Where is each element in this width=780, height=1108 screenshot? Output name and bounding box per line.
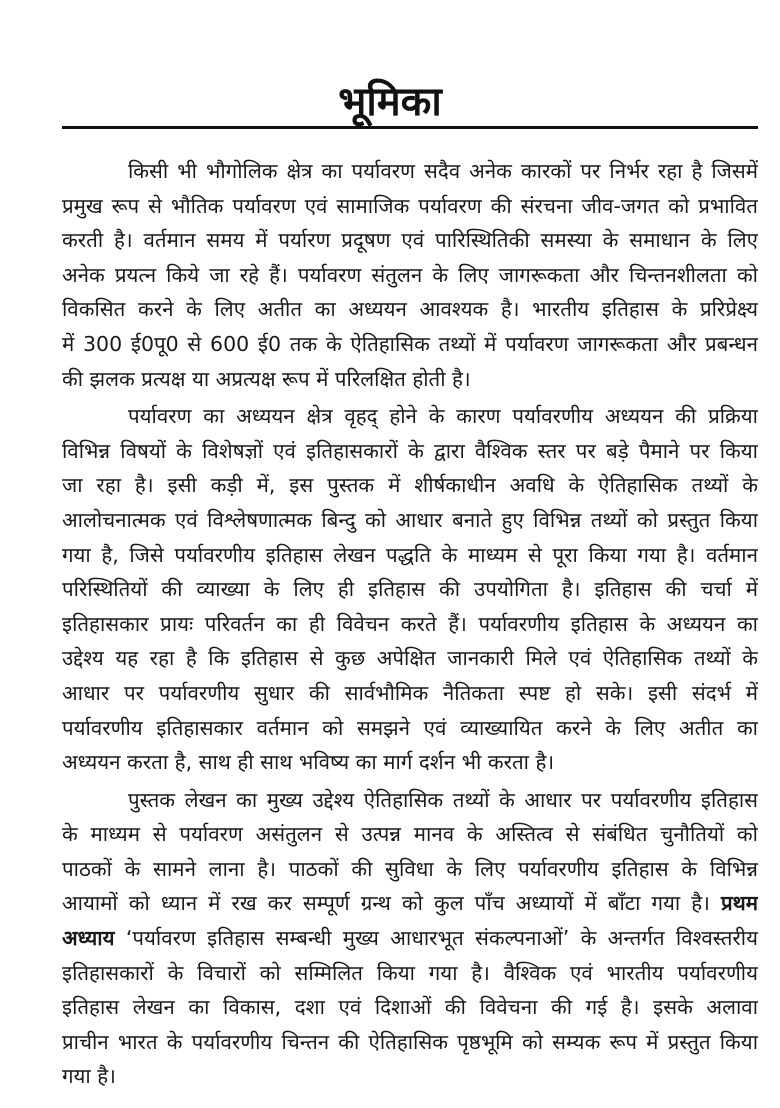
text-line [62, 1025, 758, 1060]
text-line [62, 641, 758, 676]
bold-text: अध्याय [62, 926, 115, 951]
text-line [62, 434, 758, 469]
paragraph [62, 399, 758, 780]
line-text: इतिहास लेखन का विकास, दशा एवं दिशाओं की विवेचना की गई है। इसके अलावा [62, 995, 758, 1020]
text-line [62, 956, 758, 991]
text-line [62, 745, 758, 780]
line-text: पर्यावरण का अध्ययन क्षेत्र वृहद् होने के कारण पर्यावरणीय अध्ययन की प्रक्रिया [128, 404, 758, 429]
text-line [62, 783, 758, 818]
text-line [62, 1059, 758, 1094]
text-line [62, 711, 758, 746]
line-text: गया है। [62, 1064, 116, 1089]
line-text: गया है, जिसे पर्यावरणीय इतिहास लेखन पद्धति के माध्यम से पूरा किया गया है। वर्तमान [62, 542, 758, 567]
line-text: पर्यावरणीय इतिहासकार वर्तमान को समझने एवं व्याख्यायित करने के लिए अतीत का [62, 715, 758, 740]
line-text: अनेक प्रयत्न किये जा रहे हैं। पर्यावरण संतुलन के लिए जागरूकता और चिन्तनशीलता को [62, 262, 758, 287]
bold-text: प्रथम [720, 891, 758, 916]
text-line [62, 607, 758, 642]
line-text: ‘पर्यावरण इतिहास सम्बन्धी मुख्य आधारभूत संकल्पनाओं’ के अन्तर्गत विश्वस्तरीय [114, 926, 758, 951]
text-line [62, 676, 758, 711]
text-line [62, 990, 758, 1025]
text-line [62, 852, 758, 887]
line-text: पाठकों के सामने लाना है। पाठकों की सुविधा के लिए पर्यावरणीय इतिहास के विभिन्न [62, 856, 758, 881]
line-text: किसी भी भौगोलिक क्षेत्र का पर्यावरण सदैव अनेक कारकों पर निर्भर रहा है जिसमें [128, 159, 758, 183]
line-text: जा रहा है। इसी कड़ी में, इस पुस्तक में शीर्षकाधीन अवधि के ऐतिहासिक तथ्यों के [62, 473, 758, 498]
text-line [62, 362, 758, 397]
page-title: भूमिका [338, 79, 442, 125]
line-text: आयामों को ध्यान में रख कर सम्पूर्ण ग्रन्थ को कुल पाँच अध्यायों में बाँटा गया है। [62, 891, 721, 916]
text-line [62, 399, 758, 434]
line-text: इतिहासकार प्रायः परिवर्तन का ही विवेचन करते हैं। पर्यावरणीय इतिहास के अध्ययन का [62, 611, 758, 636]
line-text: आलोचनात्मक एवं विश्लेषणात्मक बिन्दु को आधार बनाते हुए विभिन्न तथ्यों को प्रस्तुत किया [62, 507, 758, 532]
text-line [62, 572, 758, 607]
text-line [62, 538, 758, 573]
line-text: आधार पर पर्यावरणीय सुधार की सार्वभौमिक नैतिकता स्पष्ट हो सके। इसी संदर्भ में [62, 680, 758, 705]
text-line [62, 327, 758, 362]
text-line [62, 817, 758, 852]
text-line [62, 258, 758, 293]
line-text: उद्देश्य यह रहा है कि इतिहास से कुछ अपेक्षित जानकारी मिले एवं ऐतिहासिक तथ्यों के [62, 646, 758, 671]
text-line [62, 292, 758, 327]
line-text: विभिन्न विषयों के विशेषज्ञों एवं इतिहासकारों के द्वारा वैश्विक स्तर पर बड़े पैमाने पर किया [62, 438, 758, 463]
text-line [62, 223, 758, 258]
paragraph [62, 783, 758, 1094]
paragraph [62, 154, 758, 396]
line-text: पुस्तक लेखन का मुख्य उद्देश्य ऐतिहासिक तथ्यों के आधार पर पर्यावरणीय इतिहास [128, 787, 758, 812]
text-line [62, 921, 758, 956]
line-text: प्रमुख रूप से भौतिक पर्यावरण एवं सामाजिक पर्यावरण की संरचना जीव-जगत को प्रभावित [62, 193, 758, 218]
line-text: प्राचीन भारत के पर्यावरणीय चिन्तन की ऐतिहासिक पृष्ठभूमि को सम्यक रूप में प्रस्तुत किया [62, 1029, 758, 1054]
title-underline [62, 126, 758, 129]
document-body [62, 154, 758, 1094]
text-line [62, 468, 758, 503]
line-text: की झलक प्रत्यक्ष या अप्रत्यक्ष रूप में परिलक्षित होती है। [62, 366, 471, 391]
line-text: विकसित करने के लिए अतीत का अध्ययन आवश्यक है। भारतीय इतिहास के प्ररिप्रेक्ष्य [62, 297, 758, 322]
text-line [62, 886, 758, 921]
text-line [62, 189, 758, 224]
line-text: परिस्थितियों की व्याख्या के लिए ही इतिहास की उपयोगिता है। इतिहास की चर्चा में [62, 577, 758, 602]
line-text: के माध्यम से पर्यावरण असंतुलन से उत्पन्न मानव के अस्तित्व से संबंधित चुनौतियों को [62, 822, 758, 847]
line-text: करती है। वर्तमान समय में पर्यारण प्रदूषण एवं पारिस्थितिकी समस्या के समाधान के लिए [62, 228, 758, 253]
text-line [62, 154, 758, 189]
text-line [62, 503, 758, 538]
line-text: इतिहासकारों के विचारों को सम्मिलित किया गया है। वैश्विक एवं भारतीय पर्यावरणीय [62, 960, 758, 985]
line-text: अध्ययन करता है, साथ ही साथ भविष्य का मार्ग दर्शन भी करता है। [62, 750, 555, 775]
line-text: में 300 ई0पू0 से 600 ई0 तक के ऐतिहासिक तथ्यों में पर्यावरण जागरूकता और प्रबन्धन [62, 331, 758, 356]
